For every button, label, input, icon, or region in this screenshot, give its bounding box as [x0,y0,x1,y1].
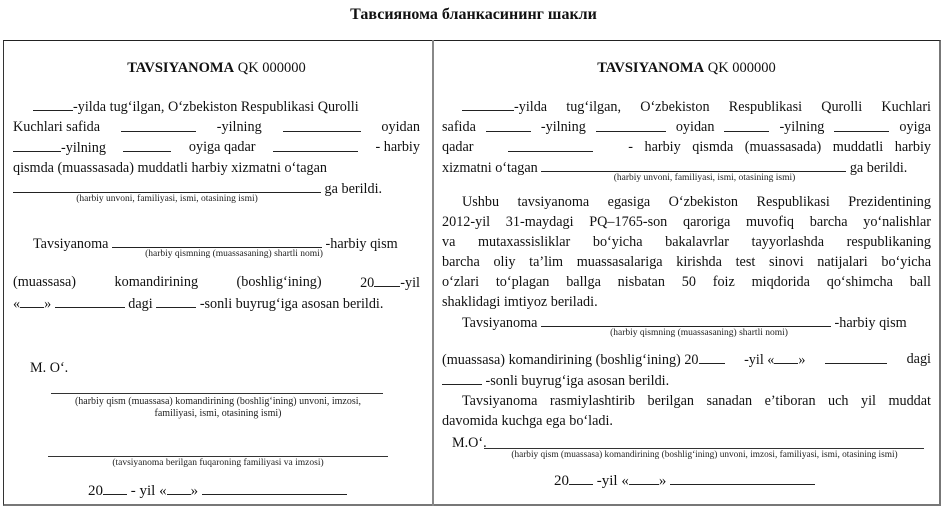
unit-name-blank[interactable] [112,233,322,248]
rank-name-hint: (harbiy unvoni, familiyasi, ismi, otasining ismi) [76,194,258,204]
unit-blank[interactable] [273,137,358,152]
order-day-blank[interactable] [20,293,44,308]
issue-month-blank[interactable] [670,470,815,485]
issue-date: 20 -yil « » [554,470,815,491]
text-line: o‘zlari to‘plagan ballga nisbatan 50 foiz miqdorida qo‘shimcha ball [442,274,931,290]
start-year-blank[interactable] [486,117,531,132]
text-line: Tavsiyanoma rasmiylashtirib berilgan sanadan e’tiboran uch yil muddat [462,393,931,409]
text-line: davomida kuchga ega bo‘ladi. [442,413,613,429]
issuance-paragraph [13,233,420,314]
seal-label: M. O‘. [30,360,69,376]
text-line: Tavsiyanoma -harbiy qism [13,233,420,254]
text-line: va mutaxassisliklar bo‘yicha bakalavrlar tayyorlashda respublikaning [442,234,931,250]
issue-month-blank[interactable] [202,480,347,495]
recommendation-form-short [13,40,420,506]
birth-year-blank[interactable] [33,96,73,111]
start-year-blank[interactable] [121,117,196,132]
issuance-paragraph [442,312,931,431]
citizen-signature-line[interactable] [48,456,388,457]
column-divider [432,40,434,506]
text-line: qadar - harbiy qismda (muassasada) muddatli harbiy [442,139,931,155]
order-month-blank[interactable] [55,293,125,308]
text-line: 2012-yil 31-maydagi PQ–1765-son qaroriga muvofiq barcha yo‘nalishlar [442,214,931,230]
birth-year-blank[interactable] [462,96,514,111]
text-line: -yilning oyiga qadar - harbiy [13,137,420,158]
commander-signature-line[interactable] [51,393,383,394]
text-line: (muassasa) komandirining (boshlig‘ining) 20 -yil « » dagi [442,351,931,368]
end-year-blank[interactable] [724,117,769,132]
form-heading [13,58,420,78]
text-line: -sonli buyrug‘iga asosan berildi. [442,370,931,391]
unit-name-hint: (harbiy qismning (muassasaning) shartli nomi) [610,328,788,338]
heading-title: TAVSIYANOMA [127,60,235,76]
issue-date: 20 - yil « » [88,480,347,501]
order-number-blank[interactable] [442,370,482,385]
text-line: -yilda tug‘ilgan, O‘zbekiston Respublikasi Qurolli [13,96,420,117]
unit-blank[interactable] [508,137,593,152]
issue-year-blank[interactable] [103,480,127,495]
order-number-blank[interactable] [156,293,196,308]
heading-serial: QK 000000 [237,60,306,76]
citizen-signature-hint: (tavsiyanoma berilgan fuqaroning familiyasi va imzosi) [112,458,324,468]
heading-serial: QK 000000 [707,60,776,76]
page-title: Тавсиянома бланкасининг шакли [350,6,597,23]
text-line: Ushbu tavsiyanoma egasiga O‘zbekiston Respublikasi Prezidentining [462,194,931,210]
order-month-blank[interactable] [825,349,887,364]
text-line: Tavsiyanoma -harbiy qism [442,312,931,333]
rank-name-blank[interactable] [541,157,846,172]
issue-day-blank[interactable] [629,470,659,485]
unit-name-hint: (harbiy qismning (muassasaning) shartli nomi) [145,249,323,259]
heading-title: TAVSIYANOMA [597,60,705,76]
order-year-blank[interactable] [699,349,725,364]
text-line: (muassasa) komandirining (boshlig‘ining) 20 -yil [13,274,420,291]
order-year-blank[interactable] [374,272,400,287]
text-line: qismda (muassasada) muddatli harbiy xizmatni o‘tagan [13,160,328,176]
text-line: Kuchlari safida -yilning oyidan [13,119,420,135]
form-heading [442,58,931,78]
text-line: barcha oliy ta’lim muassasalariga kirishda test sinovi natijalari bo‘yicha [442,254,931,270]
end-month-blank[interactable] [123,137,171,152]
end-year-blank[interactable] [13,137,61,152]
issue-year-blank[interactable] [569,470,593,485]
text-line: ga berildi. [13,178,420,199]
start-month-blank[interactable] [596,117,666,132]
text-line: safida -yilning oyidan -yilning oyiga [442,119,931,135]
rank-name-blank[interactable] [13,178,321,193]
end-month-blank[interactable] [834,117,889,132]
privilege-paragraph [442,192,931,312]
commander-signature-line[interactable] [484,448,924,449]
service-paragraph [13,96,420,205]
text-line: xizmatni o‘tagan ga berildi. [442,157,931,178]
text-line: -yilda tug‘ilgan, O‘zbekiston Respublikasi Qurolli Kuchlari [442,96,931,117]
recommendation-form-full [442,40,931,506]
text-line: shaklidagi imtiyoz beriladi. [442,294,598,310]
commander-signature-hint: (harbiy qism (muassasa) komandirining (boshlig‘ining) unvoni, imzosi, familiyasi, ismi, otasining ismi) [511,450,898,460]
service-paragraph [442,96,931,184]
start-month-blank[interactable] [283,117,361,132]
unit-name-blank[interactable] [541,312,831,327]
text-line: « » dagi -sonli buyrug‘iga asosan berildi. [13,293,420,314]
rank-name-hint: (harbiy unvoni, familiyasi, ismi, otasining ismi) [613,173,796,183]
seal-label: M.O‘. [452,435,487,451]
order-day-blank[interactable] [774,349,798,364]
issue-day-blank[interactable] [167,480,191,495]
commander-signature-hint: (harbiy qism (muassasa) komandirining (boshlig‘ining) unvoni, imzosi, familiyasi, ismi, otasining ismi) [74,396,362,419]
